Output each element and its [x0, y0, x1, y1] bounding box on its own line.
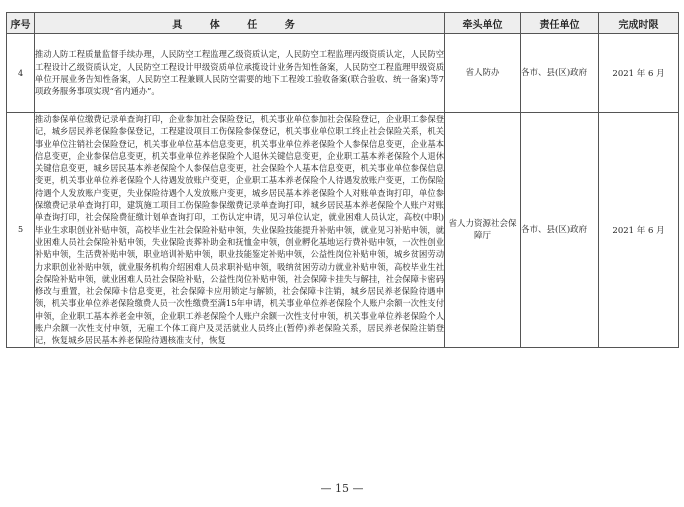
lead-unit: 省人防办 — [445, 34, 521, 113]
table-row — [7, 34, 679, 113]
header-no: 序号 — [7, 13, 35, 34]
row-number: 4 — [7, 34, 35, 113]
responsible-unit: 各市、县(区)政府 — [521, 34, 599, 113]
row-number: 5 — [7, 113, 35, 348]
task-text: 推动人防工程质量监督手续办理，人民防空工程监理乙级资质认定，人民防空工程监理丙级资质认定，人民防空工程设计乙级资质认定，人民防空工程设计甲级资质单位承揽设计业务告知性备案，人民防空工程监理甲级资质单位开展业务告知性备案，人民防空工程兼顾人民防空需要的地下工程竣工验收备案(联合验收、统一备案)等7项政务服务事项实现“省内通办”。 — [35, 34, 445, 113]
table-header-row — [7, 13, 679, 34]
deadline: 2021 年 6 月 — [599, 113, 679, 348]
lead-unit: 省人力资源社会保障厅 — [445, 113, 521, 348]
task-table — [6, 12, 679, 348]
header-deadline: 完成时限 — [599, 13, 679, 34]
responsible-unit: 各市、县(区)政府 — [521, 113, 599, 348]
header-task: 具 体 任 务 — [35, 13, 445, 34]
task-text: 推动参保单位缴费记录单查询打印，企业参加社会保险登记，机关事业单位参加社会保险登记，企业职工参保登记，城乡居民养老保险参保登记，工程建设项目工伤保险参保登记，机关事业单位职工终止社会保险关系，机关事业单位注销社会保险登记，机关事业单位基本信息变更，机关事业单位养老保险个人参保信息变更，企业基本信息变更，企业参保信息变更，机关事业单位养老保险个人退休关键信息变更，企业职工基本养老保险个人退休关键信息变更，城乡居民基本养老保险个人参保信息变更，社会保险个人基本信息变更，机关事业单位参保信息变更，机关事业单位养老保险个人待遇发放账户变更，企业职工基本养老保险个人待遇发放账户变更，工伤保险待遇个人发放账户变更，失业保险待遇个人发放账户变更，城乡居民基本养老保险个人对账单查询打印，单位参保缴费记录单查询打印，建筑施工项目工伤保险参保缴费记录单查询打印，城乡居民基本养老保险个人账户对账单查询打印，社会保险费征缴计划单查询打印，工伤认定申请，见习单位认定，就业困难人员认定，高校(中职)毕业生求职创业补贴申领，高校毕业生社会保险补贴申领，失业保险技能提升补贴申领，就业见习补贴申领，就业困难人员社会保险补贴申领，失业保险丧葬补助金和抚恤金申领，创业孵化基地运行费补贴申领，一次性创业补贴申领，生活费补贴申领，职业培训补贴申领，职业技能鉴定补贴申领，公益性岗位补贴申领，城乡贫困劳动力求职创业补贴申领，就业服务机构介绍困难人员求职补贴申领，吸纳贫困劳动力就业补贴申领，高校毕业生社会保险补贴申领，就业困难人员社会保险补贴，公益性岗位补贴申领，社会保障卡挂失与解挂，社会保障卡密码修改与重置，社会保障卡信息变更，社会保障卡应用锁定与解锁，社会保障卡注销，城乡居民养老保险待遇申领，机关事业单位养老保险缴费人员一次性缴费至满15年申请，机关事业单位养老保险个人账户余额一次性支付申领，企业职工基本养老金申领，企业职工养老保险个人账户余额一次性支付申领，机关事业单位养老保险个人账户余额一次性支付申领，无雇工个体工商户及灵活就业人员终止(暂停)养老保险关系，居民养老保险注销登记，恢复城乡居民基本养老保险待遇核准支付，恢复 — [35, 114, 444, 346]
header-lead-unit: 牵头单位 — [445, 13, 521, 34]
table-row — [7, 113, 679, 348]
deadline: 2021 年 6 月 — [599, 34, 679, 113]
page-number: — 15 — — [320, 482, 364, 495]
header-responsible-unit: 责任单位 — [521, 13, 599, 34]
